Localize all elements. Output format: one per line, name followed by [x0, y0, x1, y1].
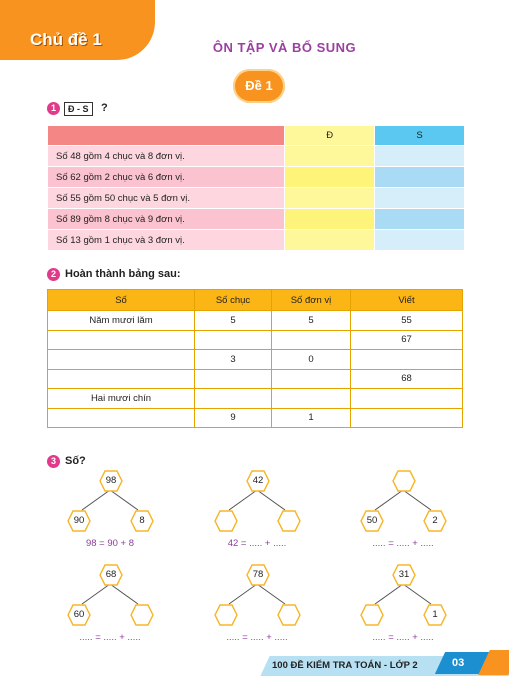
- bond-right-hexagon[interactable]: [420, 510, 450, 532]
- page-number: 03: [452, 657, 465, 669]
- bond-top-hexagon[interactable]: [96, 564, 126, 586]
- table-row: [48, 230, 465, 251]
- bond-left-hexagon[interactable]: [357, 510, 387, 532]
- bond-value: 78: [252, 569, 264, 580]
- answer-true-cell[interactable]: [285, 209, 375, 230]
- col-tens: Số chục: [195, 290, 272, 311]
- table-row: [48, 408, 463, 428]
- cell-words[interactable]: Năm mươi lăm: [48, 311, 195, 331]
- bond-left-hexagon[interactable]: [64, 510, 94, 532]
- col-number-words: Số: [48, 290, 195, 311]
- bond-left-hexagon[interactable]: [211, 604, 241, 626]
- table-row: [48, 389, 463, 409]
- table-row: [48, 209, 465, 230]
- statement: Số 89 gồm 8 chục và 9 đơn vị.: [48, 209, 285, 230]
- table-row: [48, 330, 463, 350]
- bond-left-hexagon[interactable]: [357, 604, 387, 626]
- bond-value: 31: [398, 569, 410, 580]
- answer-false-cell[interactable]: [375, 146, 465, 167]
- place-value-table: [47, 289, 463, 428]
- cell-ones[interactable]: [272, 369, 351, 389]
- cell-words[interactable]: Hai mươi chín: [48, 389, 195, 409]
- cell-write[interactable]: 67: [351, 330, 463, 350]
- answer-true-cell[interactable]: [285, 167, 375, 188]
- cell-words[interactable]: [48, 369, 195, 389]
- bond-top-hexagon[interactable]: [243, 564, 273, 586]
- statement: Số 55 gồm 50 chục và 5 đơn vị.: [48, 188, 285, 209]
- bond-value: 1: [432, 609, 438, 620]
- table-row: [48, 311, 463, 331]
- bond-top-hexagon[interactable]: [243, 470, 273, 492]
- answer-false-cell[interactable]: [375, 209, 465, 230]
- section-1-tag: Đ - S: [64, 102, 93, 116]
- hexagon-icon: [389, 470, 419, 492]
- answer-true-cell[interactable]: [285, 188, 375, 209]
- hexagon-icon: [211, 604, 241, 626]
- answer-true-cell[interactable]: [285, 146, 375, 167]
- hexagon-icon: [357, 604, 387, 626]
- section-1-number: 1: [47, 102, 60, 115]
- statement: Số 48 gồm 4 chục và 8 đơn vị.: [48, 146, 285, 167]
- hexagon-icon: [127, 604, 157, 626]
- bond-right-hexagon[interactable]: [127, 604, 157, 626]
- book-title: 100 ĐỀ KIỂM TRA TOÁN - LỚP 2: [272, 660, 418, 671]
- section-3-number: 3: [47, 455, 60, 468]
- section-1-suffix: ?: [101, 102, 108, 114]
- bond-equation[interactable]: ..... = ..... + .....: [372, 538, 434, 549]
- col-ones: Số đơn vị: [272, 290, 351, 311]
- cell-words[interactable]: [48, 350, 195, 370]
- cell-words[interactable]: [48, 330, 195, 350]
- section-2-number: 2: [47, 268, 60, 281]
- page-title: ÔN TẬP VÀ BỔ SUNG: [212, 40, 357, 55]
- table-row: [48, 146, 465, 167]
- cell-write[interactable]: 68: [351, 369, 463, 389]
- bond-equation[interactable]: ..... = ..... + .....: [372, 632, 434, 643]
- true-false-table: [47, 125, 465, 251]
- cell-ones[interactable]: 5: [272, 311, 351, 331]
- answer-false-cell[interactable]: [375, 230, 465, 251]
- hexagon-icon: [274, 510, 304, 532]
- table-header-row: [48, 126, 465, 146]
- bond-value: 50: [366, 515, 378, 526]
- bond-equation[interactable]: 98 = 90 + 8: [85, 538, 135, 549]
- statement: Số 13 gồm 1 chục và 3 đơn vị.: [48, 230, 285, 251]
- bond-value: 60: [73, 609, 85, 620]
- cell-write[interactable]: [351, 350, 463, 370]
- bond-equation[interactable]: 42 = ..... + .....: [227, 538, 287, 549]
- bond-value: 68: [105, 569, 117, 580]
- bond-right-hexagon[interactable]: [127, 510, 157, 532]
- table-header-row: [48, 290, 463, 311]
- cell-tens[interactable]: [195, 389, 272, 409]
- cell-write[interactable]: [351, 389, 463, 409]
- answer-false-cell[interactable]: [375, 188, 465, 209]
- bond-equation[interactable]: ..... = ..... + .....: [226, 632, 288, 643]
- cell-tens[interactable]: [195, 330, 272, 350]
- table-row: [48, 188, 465, 209]
- bond-value: 2: [432, 515, 438, 526]
- bond-value: 90: [73, 515, 85, 526]
- section-3-title: Số?: [65, 455, 86, 467]
- bond-top-hexagon[interactable]: [96, 470, 126, 492]
- bond-right-hexagon[interactable]: [420, 604, 450, 626]
- cell-write[interactable]: 55: [351, 311, 463, 331]
- cell-ones[interactable]: 1: [272, 408, 351, 428]
- hexagon-icon: [274, 604, 304, 626]
- bond-value: 8: [139, 515, 145, 526]
- col-write: Viết: [351, 290, 463, 311]
- answer-true-cell[interactable]: [285, 230, 375, 251]
- bond-right-hexagon[interactable]: [274, 604, 304, 626]
- bond-left-hexagon[interactable]: [211, 510, 241, 532]
- bond-value: 42: [252, 475, 264, 486]
- cell-tens[interactable]: 5: [195, 311, 272, 331]
- bond-top-hexagon[interactable]: [389, 470, 419, 492]
- header-false: S: [375, 126, 465, 146]
- cell-tens[interactable]: 9: [195, 408, 272, 428]
- cell-words[interactable]: [48, 408, 195, 428]
- bond-right-hexagon[interactable]: [274, 510, 304, 532]
- header-true: Đ: [285, 126, 375, 146]
- bond-equation[interactable]: ..... = ..... + .....: [79, 632, 141, 643]
- cell-ones[interactable]: 0: [272, 350, 351, 370]
- topic-label: Chủ đề 1: [30, 30, 102, 49]
- answer-false-cell[interactable]: [375, 167, 465, 188]
- cell-ones[interactable]: [272, 330, 351, 350]
- bond-top-hexagon[interactable]: [389, 564, 419, 586]
- cell-tens[interactable]: 3: [195, 350, 272, 370]
- exam-label: Đề 1: [245, 78, 273, 93]
- bond-value: 98: [105, 475, 117, 486]
- cell-tens[interactable]: [195, 369, 272, 389]
- hexagon-icon: [211, 510, 241, 532]
- section-2-title: Hoàn thành bảng sau:: [65, 268, 181, 280]
- header-blank: [48, 126, 285, 146]
- statement: Số 62 gồm 2 chục và 6 đơn vị.: [48, 167, 285, 188]
- bond-left-hexagon[interactable]: [64, 604, 94, 626]
- table-row: [48, 369, 463, 389]
- cell-ones[interactable]: [272, 389, 351, 409]
- table-row: [48, 167, 465, 188]
- cell-write[interactable]: [351, 408, 463, 428]
- table-row: [48, 350, 463, 370]
